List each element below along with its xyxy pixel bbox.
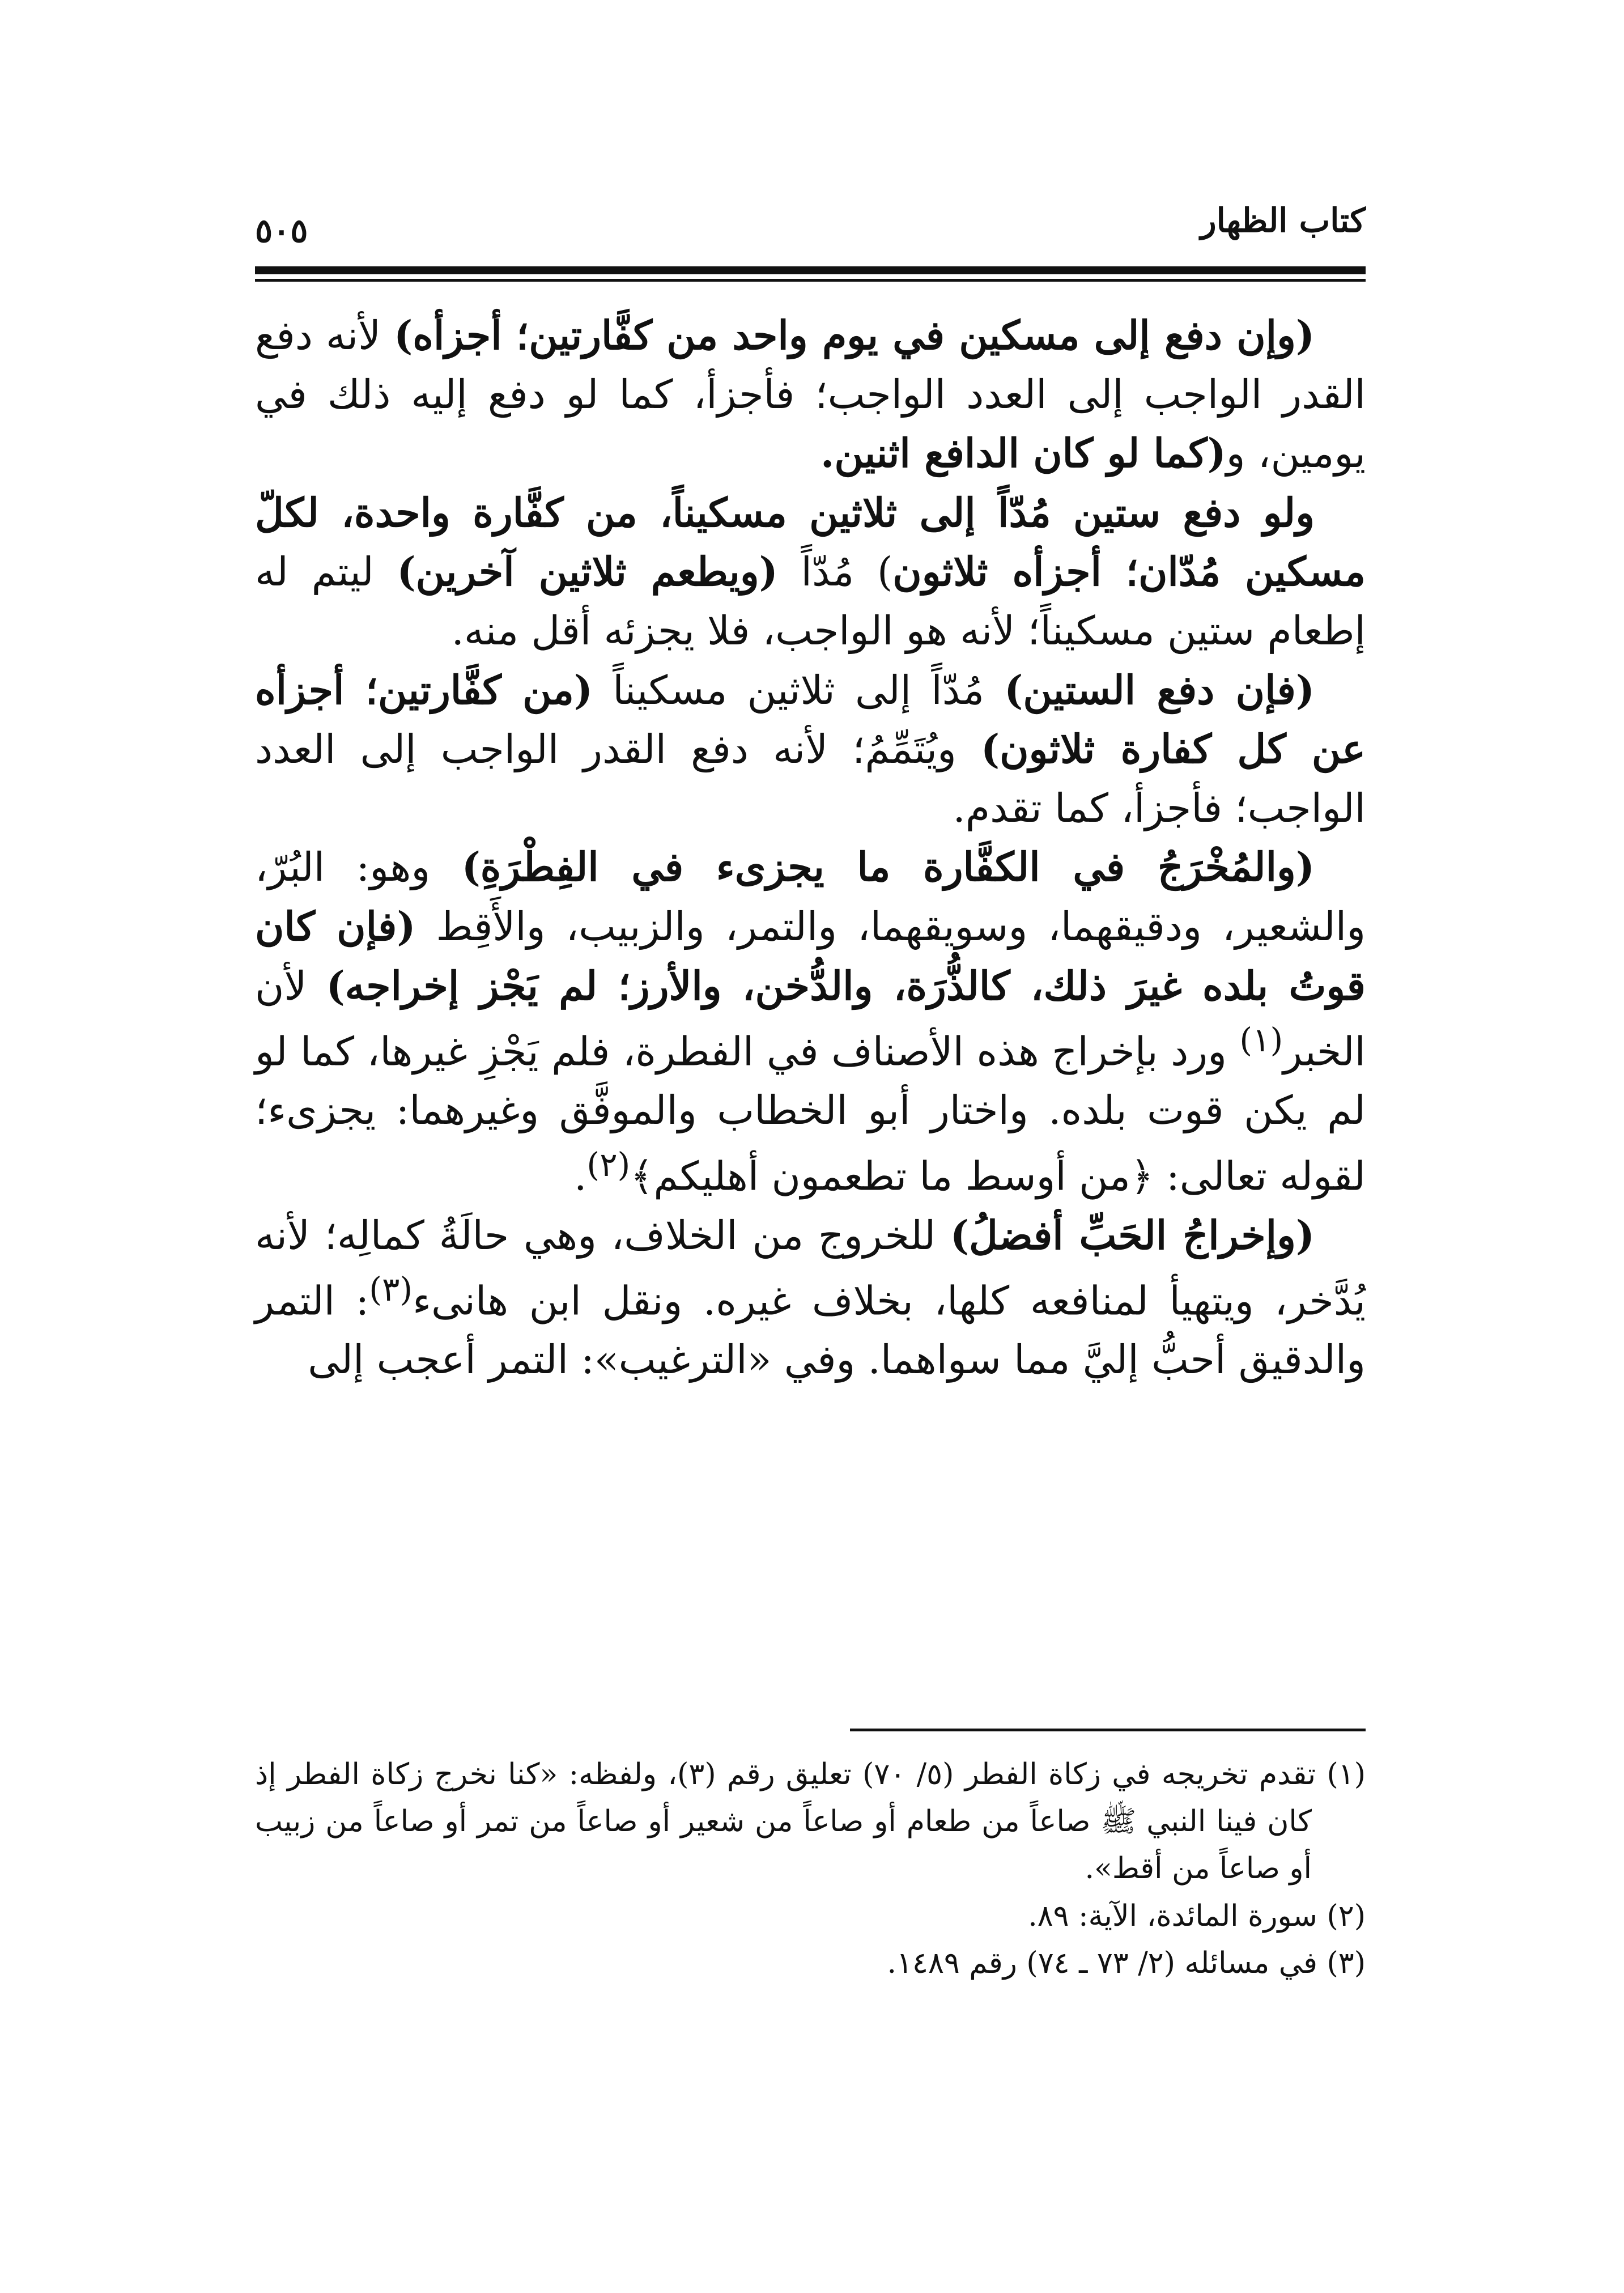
footnote-ref: (١): [1239, 1021, 1283, 1060]
footnotes: [255, 1751, 1366, 1987]
matn-text: (ويطعم ثلاثين آخرين): [397, 548, 778, 596]
commentary-text: ويُتَمِّمُ؛ لأنه دفع القدر الواجب إلى العدد الواجب؛ فأجزأ، كما تقدم.: [255, 726, 1366, 831]
header-rule-thick: [255, 266, 1366, 274]
footnote-number: (٣): [1327, 1946, 1366, 1980]
page-number: ٥٠٥: [255, 211, 308, 250]
matn-text: (من كفَّارتين؛ أجزأه عن كل كفارة ثلاثون): [255, 666, 1366, 773]
matn-text: (فإن دفع الستين): [1004, 666, 1315, 714]
footnote-ref: (٣): [369, 1270, 413, 1309]
paragraph: [255, 306, 1366, 483]
commentary-text: ليتم له إطعام ستين مسكيناً؛ لأنه هو الواجب، فلا يجزئه أقل منه.: [255, 549, 1366, 654]
footnote-text: في مسائله (٢/ ٧٣ ـ ٧٤) رقم ١٤٨٩.: [887, 1946, 1317, 1980]
commentary-text: لأنه دفع القدر الواجب إلى العدد الواجب؛ فأجزأ، كما لو دفع إليه ذلك في يومين، و: [255, 312, 1366, 477]
paragraph: [255, 1206, 1366, 1390]
matn-text: (فإن كان قوتُ بلده غيرَ ذلك، كالذُّرَة، والدُّخن، والأرز؛ لم يَجْز إخراجه): [255, 902, 1366, 1009]
footnote-ref: (٢): [586, 1145, 631, 1184]
footnote-text: سورة المائدة، الآية: ٨٩.: [1028, 1899, 1317, 1933]
commentary-text: لأن الخبر: [255, 962, 1366, 1075]
footnote: [255, 1893, 1366, 1940]
footnote-number: (٢): [1327, 1899, 1366, 1933]
footnote-text: تقدم تخريجه في زكاة الفطر (٥/ ٧٠) تعليق رقم (٣)، ولفظه: «كنا نخرج زكاة الفطر إذ كان فينا النبي ﷺ صاعاً من طعام أو صاعاً من شعير أو صاعاً من تمر أو صاعاً من زبيب أو صاعاً من أقط».: [255, 1757, 1316, 1886]
paragraph: [255, 661, 1366, 838]
commentary-text: مُدّاً إلى ثلاثين مسكيناً: [593, 666, 1005, 714]
commentary-text: ورد بإخراج هذه الأصناف في الفطرة، فلم يَجْزِ غيرها، كما لو لم يكن قوت بلده. واختار أبو الخطاب والموفَّق وغيرهما: يجزىء؛ لقوله تعالى: ﴿من أوسط ما تطعمون أهليكم﴾: [255, 1028, 1366, 1199]
matn-text: (وإخراجُ الحَبِّ أفضلُ): [950, 1211, 1315, 1259]
footnote: [255, 1751, 1366, 1893]
footnote-number: (١): [1327, 1757, 1366, 1791]
matn-text: (كما لو كان الدافع اثنين.: [820, 430, 1226, 477]
commentary-text: : التمر والدقيق أحبُّ إليَّ مما سواهما. وفي «الترغيب»: التمر أعجب إلى: [255, 1277, 1366, 1383]
chapter-title: كتاب الظهار: [1200, 201, 1366, 240]
footnote-separator: [850, 1729, 1366, 1731]
commentary-text: .: [574, 1152, 587, 1199]
running-header: [255, 201, 1366, 264]
main-text: [255, 306, 1366, 1390]
footnote: [255, 1940, 1366, 1987]
commentary-text: للخروج من الخلاف، وهي حالَةُ كمالِه؛ لأنه يُدَّخر، ويتهيأ لمنافعه كلها، بخلاف غيره. ونقل ابن هانىء: [255, 1212, 1366, 1324]
paragraph: [255, 838, 1366, 1205]
paragraph: [255, 483, 1366, 661]
commentary-text: ) مُدّاً: [777, 549, 893, 596]
matn-text: (والمُخْرَجُ في الكفَّارة ما يجزىء في الفِطْرَةِ): [461, 843, 1315, 891]
matn-text: ولو دفع ستين مُدّاً إلى ثلاثين مسكيناً، من كفَّارة واحدة، لكلّ مسكين مُدّان؛ أجزأه ثلاثون: [255, 489, 1366, 596]
header-rule-thin: [255, 279, 1366, 282]
matn-text: (وإن دفع إلى مسكين في يوم واحد من كفَّارتين؛ أجزأه): [394, 312, 1315, 359]
commentary-text: وهو: البُرّ، والشعير، ودقيقهما، وسويقهما، والتمر، والزبيب، والأَقِط: [255, 844, 1366, 950]
